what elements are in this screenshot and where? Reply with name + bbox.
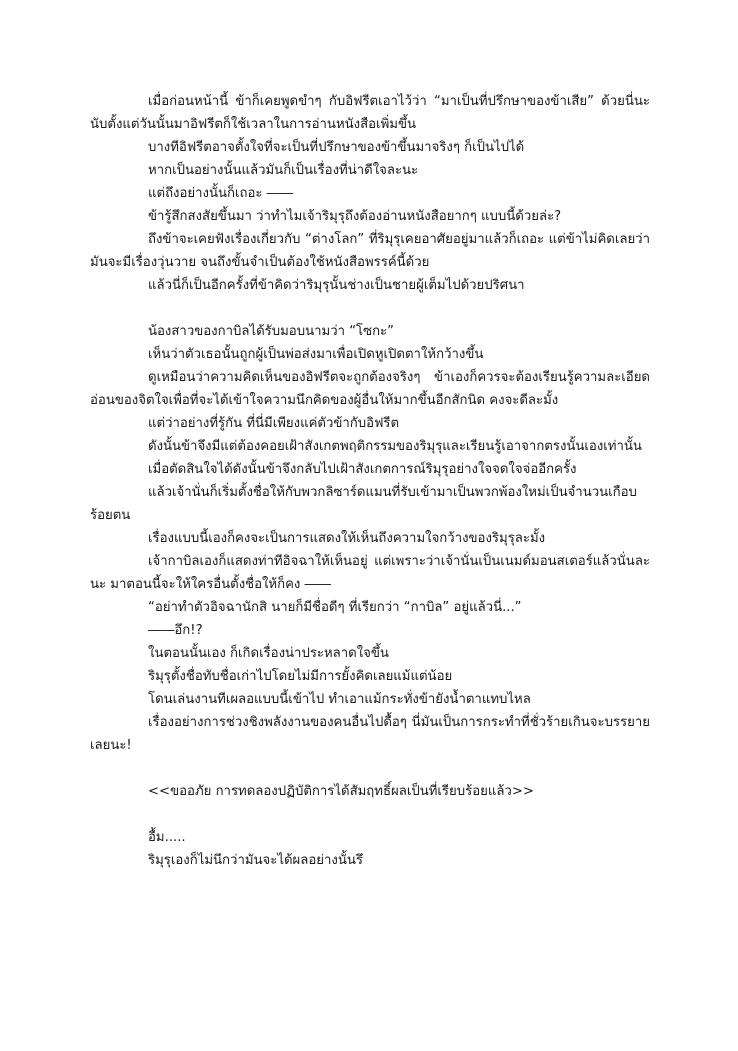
dialogue-line: “อย่าทำตัวอิจฉานักสิ นายก็มีชื่อดีๆ ที่เรียกว่า “กาบิล” อยู่แล้วนี่...” [148, 600, 522, 615]
paragraph: เรื่องอย่างการช่วงชิงพลังงานของคนอื่นไปดื้อๆ นี่มันเป็นการกระทำที่ชั่วร้ายเกินจะบรรยายเลยนะ! [90, 715, 650, 753]
paragraph: เรื่องแบบนี้เองก็คงจะเป็นการแสดงให้เห็นถึงความใจกว้างของริมุรุละมั้ง [148, 531, 546, 546]
paragraph: ริมุรุเองก็ไม่นึกว่ามันจะได้ผลอย่างนั้นรึ [148, 853, 363, 868]
paragraph: น้องสาวของกาบิลได้รับมอบนามว่า “โซกะ” [148, 324, 394, 339]
paragraph: ดังนั้นข้าจึงมีแต่ต้องคอยเฝ้าสังเกตพฤติกรรมของริมุรุและเรียนรู้เอาจากตรงนั้นเองเท่านั้น [148, 439, 642, 454]
dialogue-line: ――อึก!? [148, 623, 203, 638]
paragraph: แต่ว่าอย่างที่รู้กัน ที่นี่มีเพียงแค่ตัวข้ากับอิฟรีต [148, 416, 400, 431]
paragraph: อื้ม..... [148, 830, 186, 845]
blank-line [90, 297, 650, 320]
blank-line [90, 803, 650, 826]
system-message: <<ขออภัย การทดลองปฏิบัติการได้สัมฤทธิ์ผลเป็นที่เรียบร้อยแล้ว>> [148, 784, 534, 799]
body-text [90, 90, 650, 872]
paragraph: บางทีอิฟรีตอาจตั้งใจที่จะเป็นที่ปรึกษาของข้าขึ้นมาจริงๆ ก็เป็นไปได้ [148, 140, 525, 155]
paragraph: ดูเหมือนว่าความคิดเห็นของอิฟรีตจะถูกต้องจริงๆ ข้าเองก็ควรจะต้องเรียนรู้ความละเอียดอ่อนของจิตใจเพื่อที่จะได้เข้าใจความนึกคิดของผู้อื่นให้มากขึ้นอีกสักนิด คงจะดีละมั้ง [90, 370, 650, 408]
paragraph: แล้วนี่ก็เป็นอีกครั้งที่ข้าคิดว่าริมุรุนั้นช่างเป็นชายผู้เต็มไปด้วยปริศนา [148, 278, 525, 293]
paragraph: ข้ารู้สึกสงสัยขึ้นมา ว่าทำไมเจ้าริมุรุถึงต้องอ่านหนังสือยากๆ แบบนี้ด้วยล่ะ? [148, 209, 562, 224]
paragraph: แล้วเจ้านั่นก็เริ่มตั้งชื่อให้กับพวกลิซาร์ดแมนที่รับเข้ามาเป็นพวกพ้องใหม่เป็นจำนวนเกือบร้อยตน [90, 485, 637, 523]
paragraph: โดนเล่นงานทีเผลอแบบนี้เข้าไป ทำเอาแม้กระทั่งข้ายังน้ำตาแทบไหล [148, 692, 531, 707]
paragraph: เห็นว่าตัวเธอนั้นถูกผู้เป็นพ่อส่งมาเพื่อเปิดหูเปิดตาให้กว้างขึ้น [148, 347, 484, 362]
paragraph: เมื่อก่อนหน้านี้ ข้าก็เคยพูดขำๆ กับอิฟรีตเอาไว้ว่า “มาเป็นที่ปรึกษาของข้าเสีย” ด้วยนี่นะ นับตั้งแต่วันนั้นมาอิฟรีตก็ใช้เวลาในการอ่านหนังสือเพิ่มขึ้น [90, 94, 650, 132]
paragraph: เมื่อตัดสินใจได้ดังนั้นข้าจึงกลับไปเฝ้าสังเกตการณ์ริมุรุอย่างใจจดใจจ่ออีกครั้ง [148, 462, 577, 477]
paragraph: เจ้ากาบิลเองก็แสดงท่าทีอิจฉาให้เห็นอยู่ แต่เพราะว่าเจ้านั่นเป็นเนมด์มอนสเตอร์แล้วนั่นละนะ มาตอนนี้จะให้ใครอื่นตั้งชื่อให้ก็คง ―― [90, 554, 650, 592]
blank-line [90, 757, 650, 780]
paragraph: หากเป็นอย่างนั้นแล้วมันก็เป็นเรื่องที่น่าดีใจละนะ [148, 163, 419, 178]
paragraph: ถึงข้าจะเคยฟังเรื่องเกี่ยวกับ “ต่างโลก” ที่ริมุรุเคยอาศัยอยู่มาแล้วก็เถอะ แต่ข้าไม่คิดเลยว่ามันจะมีเรื่องวุ่นวาย จนถึงขั้นจำเป็นต้องใช้หนังสือพรรค์นี้ด้วย [90, 232, 650, 270]
paragraph: ในตอนนั้นเอง ก็เกิดเรื่องน่าประหลาดใจขึ้น [148, 646, 389, 661]
paragraph: ริมุรุตั้งชื่อทับชื่อเก่าไปโดยไม่มีการยั้งคิดเลยแม้แต่น้อย [148, 669, 453, 684]
paragraph: แต่ถึงอย่างนั้นก็เถอะ ―― [148, 186, 294, 201]
